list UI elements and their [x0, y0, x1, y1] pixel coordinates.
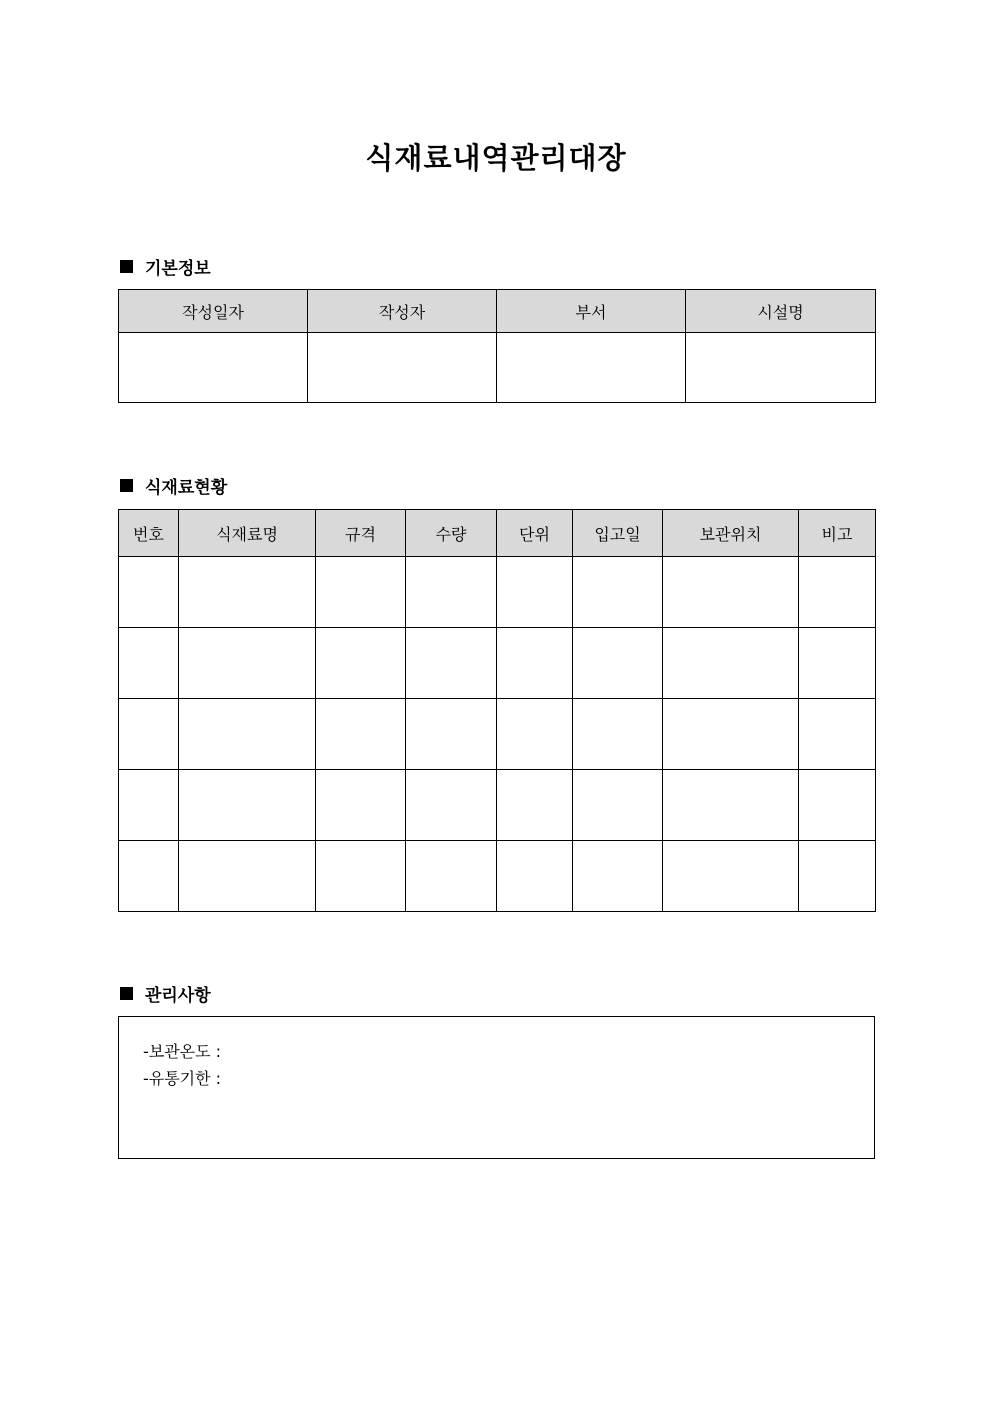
- table-cell[interactable]: [179, 841, 316, 912]
- table-cell[interactable]: [179, 557, 316, 628]
- table-cell[interactable]: [119, 770, 179, 841]
- basic-info-table: [118, 289, 876, 403]
- header-date: 작성일자: [119, 290, 308, 333]
- table-cell[interactable]: [799, 841, 876, 912]
- ingredients-heading-label: 식재료현황: [145, 478, 228, 498]
- table-cell[interactable]: [497, 557, 573, 628]
- table-cell[interactable]: [179, 770, 316, 841]
- table-cell[interactable]: [663, 841, 799, 912]
- table-cell[interactable]: [663, 557, 799, 628]
- table-cell[interactable]: [316, 770, 406, 841]
- table-cell[interactable]: [663, 628, 799, 699]
- table-cell[interactable]: [799, 770, 876, 841]
- table-cell[interactable]: [316, 557, 406, 628]
- table-cell[interactable]: [497, 699, 573, 770]
- department-cell[interactable]: [497, 333, 686, 403]
- table-cell[interactable]: [573, 628, 663, 699]
- management-notes-box[interactable]: [118, 1016, 875, 1159]
- header-spec: 규격: [316, 510, 406, 557]
- table-cell[interactable]: [406, 557, 497, 628]
- date-cell[interactable]: [119, 333, 308, 403]
- table-cell[interactable]: [119, 628, 179, 699]
- storage-temperature-line: -보관온도 :: [143, 1042, 222, 1061]
- ingredients-header-row: [119, 510, 876, 557]
- table-cell[interactable]: [497, 841, 573, 912]
- square-bullet-icon: [120, 260, 133, 273]
- table-row: [119, 699, 876, 770]
- facility-cell[interactable]: [686, 333, 876, 403]
- expiration-date-line: -유통기한 :: [143, 1069, 222, 1088]
- table-cell[interactable]: [406, 628, 497, 699]
- basic-info-header-row: [119, 290, 876, 333]
- table-cell[interactable]: [663, 699, 799, 770]
- author-cell[interactable]: [308, 333, 497, 403]
- table-cell[interactable]: [573, 841, 663, 912]
- table-cell[interactable]: [497, 770, 573, 841]
- table-cell[interactable]: [316, 841, 406, 912]
- table-cell[interactable]: [119, 841, 179, 912]
- header-author: 작성자: [308, 290, 497, 333]
- header-unit: 단위: [497, 510, 573, 557]
- header-remarks: 비고: [799, 510, 876, 557]
- table-row: [119, 841, 876, 912]
- table-cell[interactable]: [406, 770, 497, 841]
- table-cell[interactable]: [179, 699, 316, 770]
- table-cell[interactable]: [179, 628, 316, 699]
- table-cell[interactable]: [316, 699, 406, 770]
- table-cell[interactable]: [799, 699, 876, 770]
- table-cell[interactable]: [119, 699, 179, 770]
- basic-info-input-row: [119, 333, 876, 403]
- header-department: 부서: [497, 290, 686, 333]
- header-facility: 시설명: [686, 290, 876, 333]
- basic-info-heading-label: 기본정보: [145, 259, 211, 279]
- management-heading: [120, 981, 211, 1006]
- table-cell[interactable]: [799, 628, 876, 699]
- header-quantity: 수량: [406, 510, 497, 557]
- table-cell[interactable]: [406, 841, 497, 912]
- header-number: 번호: [119, 510, 179, 557]
- table-cell[interactable]: [316, 628, 406, 699]
- ingredients-table: [118, 509, 876, 912]
- table-cell[interactable]: [663, 770, 799, 841]
- table-cell[interactable]: [119, 557, 179, 628]
- table-cell[interactable]: [573, 557, 663, 628]
- table-cell[interactable]: [799, 557, 876, 628]
- table-cell[interactable]: [573, 699, 663, 770]
- table-row: [119, 557, 876, 628]
- header-received-date: 입고일: [573, 510, 663, 557]
- table-cell[interactable]: [497, 628, 573, 699]
- page-title: 식재료내역관리대장: [365, 141, 627, 175]
- basic-info-heading: [120, 254, 211, 279]
- table-row: [119, 628, 876, 699]
- table-cell[interactable]: [406, 699, 497, 770]
- table-row: [119, 770, 876, 841]
- square-bullet-icon: [120, 987, 133, 1000]
- square-bullet-icon: [120, 479, 133, 492]
- header-ingredient-name: 식재료명: [179, 510, 316, 557]
- ingredients-heading: [120, 473, 227, 498]
- table-cell[interactable]: [573, 770, 663, 841]
- header-storage-location: 보관위치: [663, 510, 799, 557]
- management-heading-label: 관리사항: [145, 986, 211, 1006]
